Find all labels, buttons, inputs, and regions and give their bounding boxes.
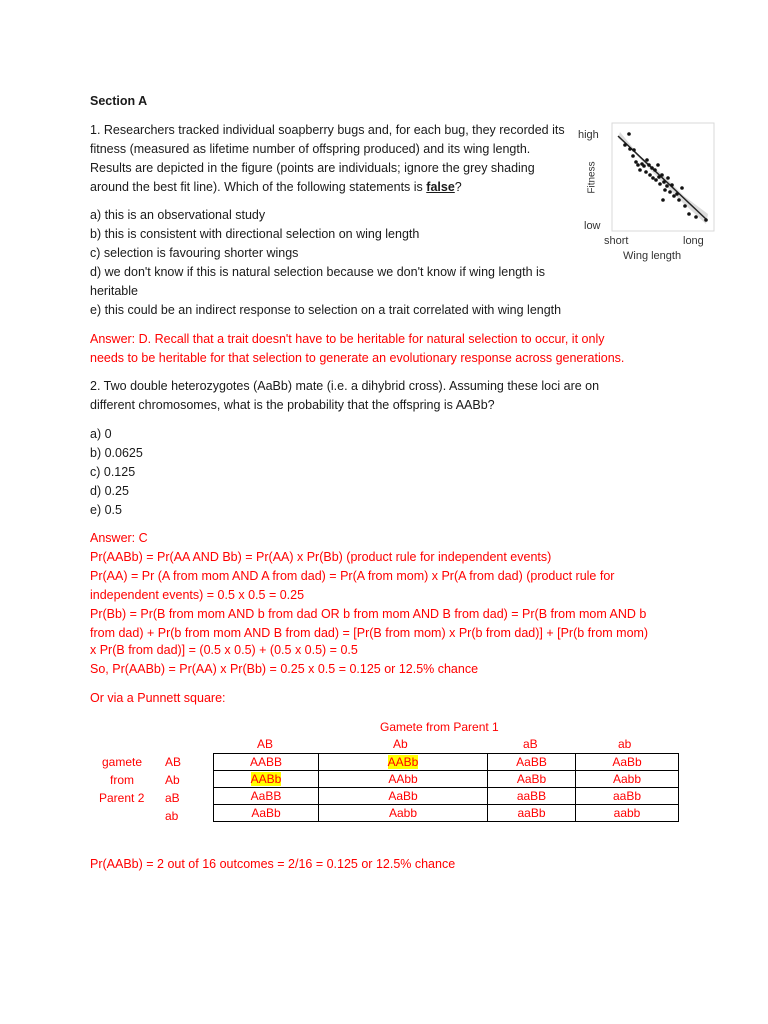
data-point xyxy=(661,198,665,202)
q2-option-e: e) 0.5 xyxy=(90,503,122,517)
punnett-cell xyxy=(319,754,488,771)
punnett-cell xyxy=(488,805,576,822)
punnett-cell xyxy=(488,754,576,771)
punnett-intro: Or via a Punnett square: xyxy=(90,691,226,705)
q2-answer-line-8: So, Pr(AABb) = Pr(AA) x Pr(Bb) = 0.25 x 0.5 = 0.125 or 12.5% chance xyxy=(90,662,479,676)
section-title: Section A xyxy=(90,94,148,108)
parent-1-label: Gamete from Parent 1 xyxy=(380,720,499,734)
q2-answer-line-2: Pr(AABb) = Pr(AA AND Bb) = Pr(AA) x Pr(Bb) (product rule for independent events) xyxy=(90,550,552,564)
row-header-4: ab xyxy=(165,809,179,823)
row-header-3: aB xyxy=(165,791,180,805)
q2-answer-line-4: independent events) = 0.5 x 0.5 = 0.25 xyxy=(90,588,305,602)
figure-y-low: low xyxy=(584,220,601,232)
data-point xyxy=(660,173,664,177)
data-point xyxy=(642,164,646,168)
data-point xyxy=(672,194,676,198)
data-point xyxy=(654,178,658,182)
data-point xyxy=(647,163,651,167)
genotype: aaBb xyxy=(517,806,546,820)
punnett-cell xyxy=(319,788,488,805)
fitness-wing-figure xyxy=(578,120,718,270)
q2-answer-line-3: Pr(AA) = Pr (A from mom AND A from dad) = Pr(A from mom) x Pr(A from dad) (product rule for xyxy=(90,569,615,583)
genotype-highlighted: AABb xyxy=(250,772,282,786)
figure-y-axis-label: Fitness xyxy=(586,161,598,194)
q1-option-d-cont: heritable xyxy=(90,284,138,298)
genotype: aaBB xyxy=(516,789,547,803)
q2-answer-line-5: Pr(Bb) = Pr(B from mom AND b from dad OR b from mom AND B from dad) = Pr(B from mom AND b xyxy=(90,607,647,621)
data-point xyxy=(670,183,674,187)
data-point xyxy=(631,154,635,158)
data-point xyxy=(656,163,660,167)
punnett-cell xyxy=(319,805,488,822)
row-header-1: AB xyxy=(165,755,182,769)
punnett-square xyxy=(213,753,679,822)
data-point xyxy=(653,168,657,172)
q1-option-e: e) this could be an indirect response to selection on a trait correlated with wing length xyxy=(90,303,562,317)
q2-option-d: d) 0.25 xyxy=(90,484,129,498)
data-point xyxy=(677,198,681,202)
genotype: AaBb xyxy=(516,772,547,786)
genotype: AaBB xyxy=(250,789,282,803)
data-point xyxy=(694,215,698,219)
q2-answer-line-6: from dad) + Pr(b from mom AND B from dad) = [Pr(B from mom) x Pr(b from dad)] + [Pr(b from mom) xyxy=(90,626,649,640)
q1-option-d: d) we don't know if this is natural selection because we don't know if wing length is xyxy=(90,265,546,279)
punnett-cell xyxy=(576,754,679,771)
q2-answer-line-1: Answer: C xyxy=(90,531,148,545)
genotype: AaBb xyxy=(388,789,418,803)
punnett-cell xyxy=(488,788,576,805)
data-point xyxy=(636,163,640,167)
genotype: Aabb xyxy=(612,772,642,786)
data-point xyxy=(644,170,648,174)
data-point xyxy=(663,188,667,192)
row-header-2: Ab xyxy=(165,773,180,787)
genotype: aabb xyxy=(613,806,641,820)
punnett-cell xyxy=(214,754,319,771)
data-point xyxy=(657,175,661,179)
col-header-2: Ab xyxy=(393,737,408,751)
data-point xyxy=(648,173,652,177)
q2-conclusion: Pr(AABb) = 2 out of 16 outcomes = 2/16 = 0.125 or 12.5% chance xyxy=(90,857,456,871)
figure-x-short: short xyxy=(604,235,629,247)
data-point xyxy=(632,148,636,152)
q1-answer-line-2: needs to be heritable for that selection to generate an evolutionary response across generations. xyxy=(90,351,625,365)
parent-2-label-line-1: gamete xyxy=(102,755,143,769)
figure-x-axis-label: Wing length xyxy=(623,250,682,262)
punnett-cell xyxy=(214,805,319,822)
data-point xyxy=(650,166,654,170)
q1-option-b: b) this is consistent with directional selection on wing length xyxy=(90,227,420,241)
genotype: AaBb xyxy=(251,806,281,820)
genotype: Aabb xyxy=(388,806,418,820)
data-point xyxy=(662,180,666,184)
genotype: AAbb xyxy=(388,772,418,786)
punnett-cell xyxy=(319,771,488,788)
punnett-cell xyxy=(214,788,319,805)
data-point xyxy=(668,190,672,194)
data-point xyxy=(704,218,708,222)
data-point xyxy=(665,184,669,188)
genotype: AaBb xyxy=(612,755,642,769)
punnett-cell xyxy=(488,771,576,788)
data-point xyxy=(638,168,642,172)
q1-option-c: c) selection is favouring shorter wings xyxy=(90,246,299,260)
parent-2-label-line-3: Parent 2 xyxy=(99,791,145,805)
figure-x-long: long xyxy=(683,235,704,247)
genotype-highlighted: AABb xyxy=(387,755,419,769)
col-header-4: ab xyxy=(618,737,632,751)
question-1-emphasis: false xyxy=(426,180,455,194)
data-point xyxy=(628,147,632,151)
data-point xyxy=(683,204,687,208)
col-header-1: AB xyxy=(257,737,274,751)
punnett-row xyxy=(214,754,679,771)
q2-stem-line-1: 2. Two double heterozygotes (AaBb) mate (i.e. a dihybrid cross). Assuming these loci are on xyxy=(90,379,600,393)
q2-stem-line-2: different chromosomes, what is the probability that the offspring is AABb? xyxy=(90,398,495,412)
punnett-cell xyxy=(576,771,679,788)
punnett-row xyxy=(214,771,679,788)
punnett-cell xyxy=(576,788,679,805)
scatter-plot xyxy=(578,120,718,270)
question-1-stem-end: ? xyxy=(454,180,462,194)
genotype: aaBb xyxy=(612,789,642,803)
data-point xyxy=(666,176,670,180)
data-point xyxy=(651,176,655,180)
q1-answer-line-1: Answer: D. Recall that a trait doesn't have to be heritable for natural selection to occur, it only xyxy=(90,332,605,346)
punnett-cell xyxy=(576,805,679,822)
parent-2-label-line-2: from xyxy=(110,773,134,787)
question-1-stem xyxy=(90,121,570,197)
col-header-3: aB xyxy=(523,737,538,751)
q2-option-a: a) 0 xyxy=(90,427,112,441)
data-point xyxy=(658,182,662,186)
data-point xyxy=(680,186,684,190)
data-point xyxy=(623,143,627,147)
figure-y-high: high xyxy=(578,129,599,141)
data-point xyxy=(687,212,691,216)
q2-answer-line-7: x Pr(B from dad)] = (0.5 x 0.5) + (0.5 x 0.5) = 0.5 xyxy=(90,643,358,657)
genotype: AaBB xyxy=(516,755,547,769)
q2-option-b: b) 0.0625 xyxy=(90,446,143,460)
genotype: AABB xyxy=(249,755,282,769)
q1-option-a: a) this is an observational study xyxy=(90,208,266,222)
punnett-cell xyxy=(214,771,319,788)
data-point xyxy=(645,158,649,162)
punnett-row xyxy=(214,788,679,805)
question-1-stem-text: 1. Researchers tracked individual soapberry bugs and, for each bug, they recorded its fitness (measured as lifetime number of offspring produced) and its wing length. Results are depicted in the figure (points are individuals; ignore the grey shading around the best fit line). Which of the following statements is xyxy=(90,123,565,194)
q2-option-c: c) 0.125 xyxy=(90,465,136,479)
data-point xyxy=(675,192,679,196)
data-point xyxy=(627,132,631,136)
data-point xyxy=(634,160,638,164)
punnett-row xyxy=(214,805,679,822)
